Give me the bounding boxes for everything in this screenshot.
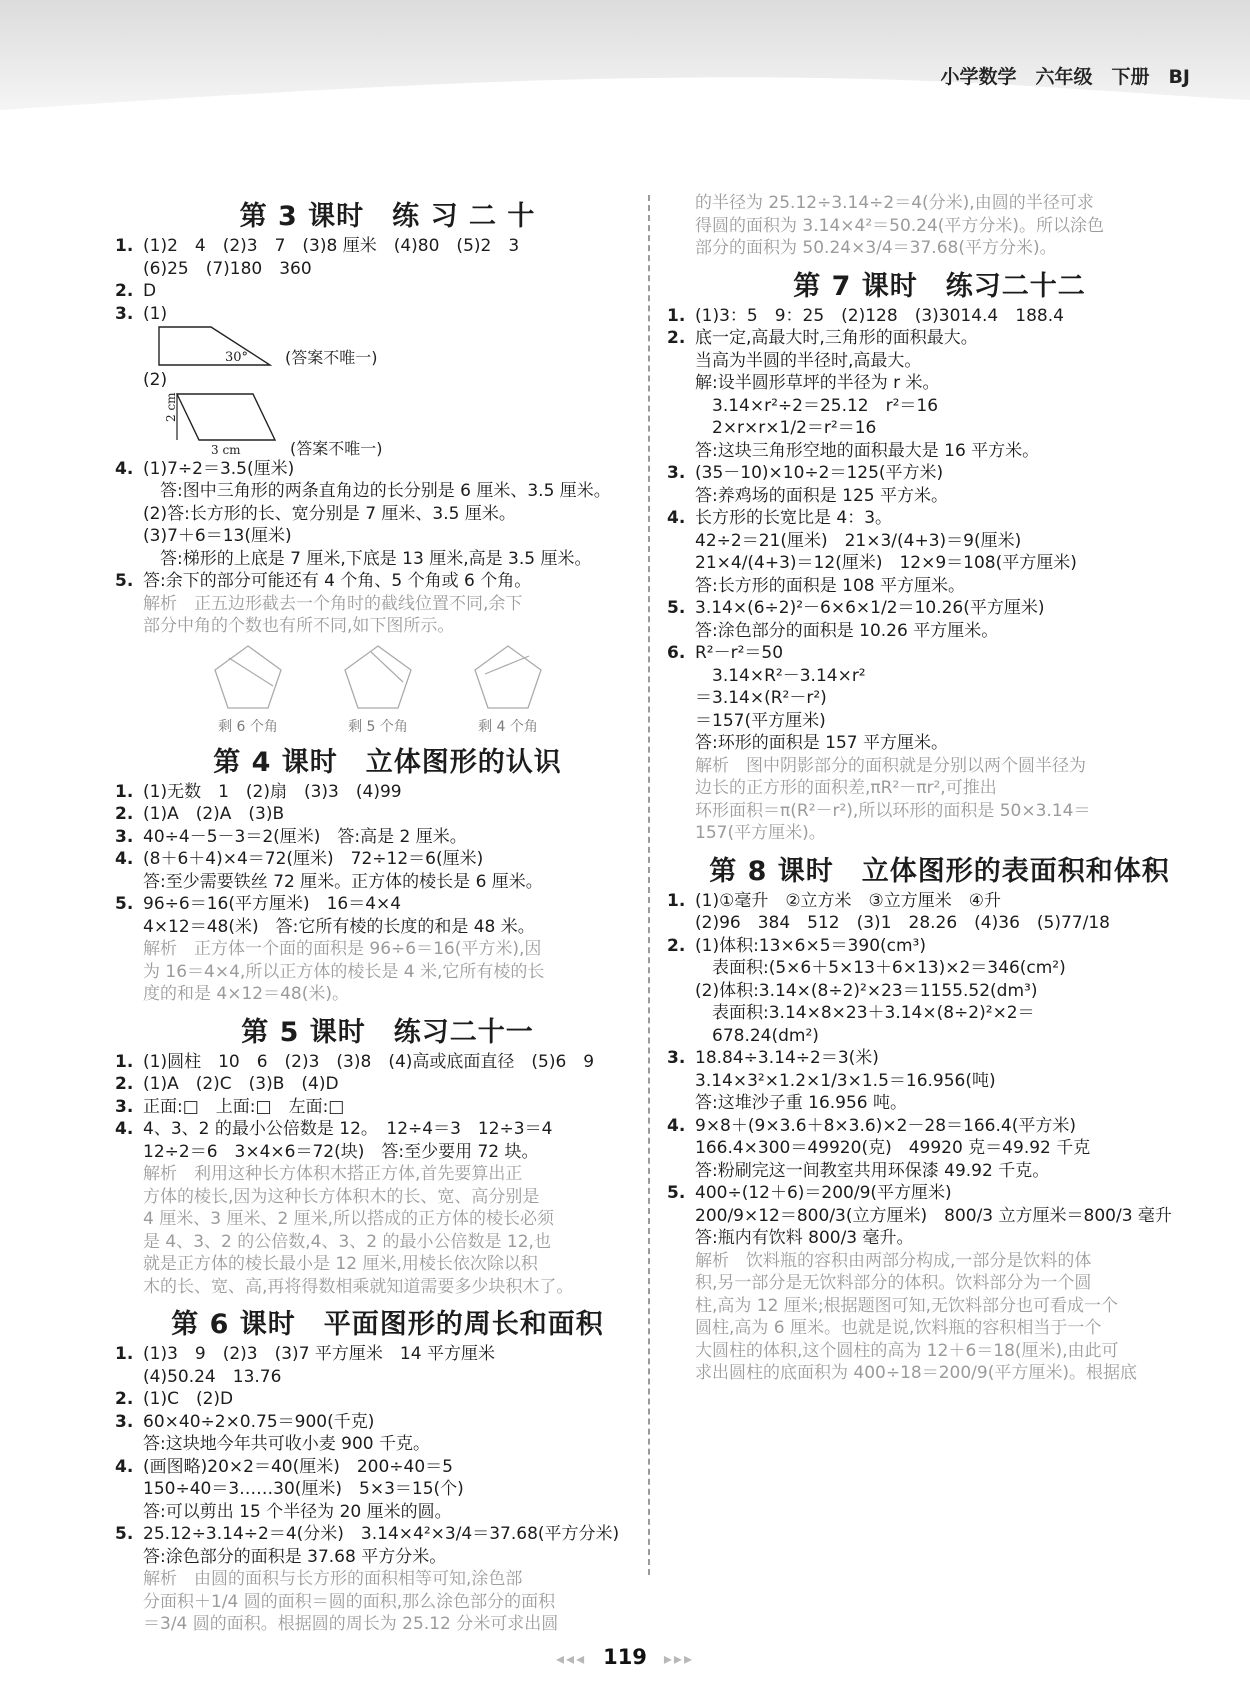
answer-line (115, 1388, 660, 1411)
answer-text: (1) (143, 303, 168, 324)
answer-text: 答:涂色部分的面积是 10.26 平方厘米。 (695, 620, 999, 641)
answer-text: 400÷(12＋6)＝200/9(平方厘米) (695, 1183, 952, 1203)
analysis-line (115, 615, 660, 638)
answer-line (115, 1118, 660, 1141)
analysis-line (115, 593, 660, 616)
answer-text: ＝3.14×(R²－r²) (695, 688, 827, 708)
answer-line (667, 1025, 1212, 1048)
answer-line (667, 1182, 1212, 1205)
answer-text: 9×8＋(9×3.6＋8×3.6)×2－28＝166.4(平方米) (695, 1115, 1076, 1136)
answer-line (115, 893, 660, 916)
analysis-line (115, 1208, 660, 1231)
answer-text: 40÷4－5－3＝2(厘米) 答:高是 2 厘米。 (143, 826, 467, 847)
cut-line (371, 652, 403, 682)
analysis-line (667, 1295, 1212, 1318)
analysis-line (115, 1591, 660, 1614)
question-number: 4. (115, 849, 134, 869)
answer-text: 的半径为 25.12÷3.14÷2＝4(分米),由圆的半径可求 (695, 193, 1094, 213)
answer-text: (1)2 4 (2)3 7 (3)8 厘米 (4)80 (5)2 3 (143, 236, 520, 256)
analysis-line (667, 237, 1212, 260)
answer-text: (4)50.24 13.76 (143, 1366, 282, 1387)
answer-text: 96÷6＝16(平方厘米) 16＝4×4 (143, 894, 402, 914)
answer-line (667, 327, 1212, 350)
answer-text: 积,另一部分是无饮料部分的体积。饮料部分为一个圆 (695, 1273, 1092, 1293)
pentagon-shape (345, 646, 411, 708)
question-number: 5. (667, 598, 686, 618)
answer-text: 圆柱,高为 6 厘米。也就是说,饮料瓶的容积相当于一个 (695, 1318, 1102, 1338)
answer-text: 方体的棱长,因为这种长方体积木的长、宽、高分别是 (143, 1186, 540, 1207)
answer-text: (35－10)×10÷2＝125(平方米) (695, 463, 944, 483)
answer-line (667, 1115, 1212, 1138)
question-number: 1. (115, 781, 134, 802)
answer-text: 答:这堆沙子重 16.956 吨。 (695, 1093, 908, 1113)
answer-line (667, 1070, 1212, 1093)
analysis-line (115, 1613, 660, 1636)
answer-line (667, 305, 1212, 328)
answer-text: 答:这块地今年共可收小麦 900 千克。 (143, 1434, 430, 1454)
question-number: 5. (667, 1183, 686, 1203)
pentagon-drawing (471, 642, 545, 712)
answer-line (667, 957, 1212, 980)
answer-line (667, 1092, 1212, 1115)
answer-text: 157(平方厘米)。 (695, 823, 826, 843)
answer-line (115, 258, 660, 281)
answer-text: 边长的正方形的面积差,πR²－πr²,可推出 (695, 778, 997, 798)
analysis-line (667, 1272, 1212, 1295)
question-number: 1. (115, 1344, 134, 1364)
answer-text: 木的长、宽、高,再将得数相乘就知道需要多少块积木了。 (143, 1276, 574, 1297)
answer-text: 4 厘米、3 厘米、2 厘米,所以搭成的正方体的棱长必须 (143, 1209, 555, 1229)
answer-line (667, 710, 1212, 733)
answer-line (115, 826, 660, 849)
answer-text: 答:可以剪出 15 个半径为 20 厘米的圆。 (143, 1501, 452, 1522)
question-number: 4. (115, 458, 134, 479)
answer-text: 当高为半圆的半径时,高最大。 (695, 350, 922, 371)
answer-line (667, 552, 1212, 575)
answer-text: 2×r×r×1/2＝r²＝16 (695, 418, 877, 438)
answer-line (667, 507, 1212, 530)
question-number: 4. (115, 1119, 134, 1139)
answer-line (667, 417, 1212, 440)
answer-line (667, 687, 1212, 710)
question-number: 4. (667, 1115, 686, 1136)
answer-line (115, 803, 660, 826)
answer-text: 部分中角的个数也有所不同,如下图所示。 (143, 616, 455, 636)
answer-text: 解析 图中阴影部分的面积就是分别以两个圆半径为 (695, 755, 1086, 776)
answer-text: 大圆柱的体积,这个圆柱的高为 12＋6＝18(厘米),由此可 (695, 1340, 1119, 1361)
question-number: 2. (115, 804, 134, 824)
question-number: 2. (115, 1389, 134, 1409)
answer-line (667, 620, 1212, 643)
answer-text: 正面:□ 上面:□ 左面:□ (143, 1096, 345, 1117)
answer-text: 度的和是 4×12＝48(米)。 (143, 984, 349, 1004)
answer-text: (1)7÷2＝3.5(厘米) (143, 458, 295, 479)
pentagon-figures (115, 638, 660, 736)
question-number: 3. (115, 826, 134, 847)
analysis-line (667, 1362, 1212, 1385)
answer-line (667, 462, 1212, 485)
answer-text: 25.12÷3.14÷2＝4(分米) 3.14×4²×3/4＝37.68(平方分米) (143, 1524, 620, 1544)
question-number: 4. (667, 508, 686, 528)
answer-text: 3.14×3²×1.2×1/3×1.5＝16.956(吨) (695, 1070, 996, 1091)
answer-text: (1)A (2)A (3)B (143, 804, 285, 824)
answer-line (667, 1227, 1212, 1250)
answer-line (667, 1160, 1212, 1183)
answer-line (667, 485, 1212, 508)
question-number: 2. (115, 281, 134, 301)
header-band (0, 0, 1250, 120)
parallelogram-drawing (115, 392, 415, 458)
answer-line (115, 548, 660, 571)
trapezoid-drawing (115, 325, 415, 369)
answer-text: 4、3、2 的最小公倍数是 12。 12÷4＝3 12÷3＝4 (143, 1119, 553, 1139)
question-number: 3. (667, 1048, 686, 1068)
question-number: 3. (115, 303, 134, 324)
analysis-line (115, 1568, 660, 1591)
answer-text: 解析 正方体一个面的面积是 96÷6＝16(平方米),因 (143, 939, 542, 959)
answer-text: 为 16＝4×4,所以正方体的棱长是 4 米,它所有棱的长 (143, 961, 545, 982)
question-number: 5. (115, 894, 134, 914)
pentagon-label: 剩 5 个角 (348, 718, 408, 735)
question-number: 5. (115, 571, 134, 591)
answer-line (667, 1137, 1212, 1160)
answer-line (115, 1343, 660, 1366)
section-heading: 第 6 课时 平面图形的周长和面积 (171, 1309, 604, 1340)
answer-line (115, 303, 660, 326)
next-arrows-icon: ▸▸▸ (663, 1649, 694, 1668)
answer-text: (1)圆柱 10 6 (2)3 (3)8 (4)高或底面直径 (5)6 9 (143, 1051, 595, 1072)
analysis-line (667, 800, 1212, 823)
parallelogram-shape (177, 394, 275, 440)
pentagon-label: 剩 6 个角 (218, 718, 278, 735)
answer-text: 答:瓶内有饮料 800/3 毫升。 (695, 1228, 914, 1248)
analysis-line (667, 1317, 1212, 1340)
answer-line (115, 1433, 660, 1456)
question-number: 4. (115, 1456, 134, 1477)
answer-text: (1)3：5 9：25 (2)128 (3)3014.4 188.4 (695, 305, 1064, 326)
analysis-line (115, 1231, 660, 1254)
answer-text: (8＋6＋4)×4＝72(厘米) 72÷12＝6(厘米) (143, 849, 484, 869)
answer-text: 解:设半圆形草坪的半径为 r 米。 (695, 373, 940, 393)
answer-line (115, 781, 660, 804)
analysis-line (667, 755, 1212, 778)
answer-line (667, 530, 1212, 553)
answer-line (115, 916, 660, 939)
analysis-line (667, 1250, 1212, 1273)
answer-line (667, 732, 1212, 755)
answer-text: ＝157(平方厘米) (695, 710, 826, 731)
width-label: 3 cm (211, 442, 241, 457)
answer-text: ＝3/4 圆的面积。根据圆的周长为 25.12 分米可求出圆 (143, 1614, 559, 1634)
answer-text: (1)无数 1 (2)扇 (3)3 (4)99 (143, 781, 402, 802)
trapezoid-figure (115, 325, 660, 369)
answer-text: 答:余下的部分可能还有 4 个角、5 个角或 6 个角。 (143, 571, 532, 591)
answer-text: 长方形的长宽比是 4：3。 (695, 508, 893, 528)
answer-text: (2)96 384 512 (3)1 28.26 (4)36 (5)77/18 (695, 913, 1110, 933)
answer-text: 环形面积＝π(R²－r²),所以环形的面积是 50×3.14＝ (695, 800, 1091, 821)
analysis-line (115, 983, 660, 1006)
right-column (667, 192, 1212, 1385)
answer-line (115, 1141, 660, 1164)
answer-line (115, 235, 660, 258)
answer-text: 表面积:3.14×8×23＋3.14×(8÷2)²×2＝ (695, 1003, 1035, 1023)
answer-text: 200/9×12＝800/3(立方厘米) 800/3 立方厘米＝800/3 毫升 (695, 1205, 1172, 1226)
answer-line (667, 1205, 1212, 1228)
question-number: 6. (667, 643, 686, 663)
answer-line (115, 1051, 660, 1074)
pentagon-item (341, 642, 415, 736)
book-title: 小学数学 六年级 下册 BJ (940, 66, 1190, 88)
answer-line (115, 525, 660, 548)
page-footer (0, 1645, 1250, 1669)
pentagon-label: 剩 4 个角 (478, 718, 538, 735)
figure-note: (答案不唯一) (285, 348, 378, 367)
answer-text: 就是正方体的棱长最小是 12 厘米,用棱长依次除以积 (143, 1254, 538, 1274)
answer-text: (1)①毫升 ②立方米 ③立方厘米 ④升 (695, 890, 1002, 911)
answer-line (115, 1456, 660, 1479)
answer-text: 答:涂色部分的面积是 37.68 平方分米。 (143, 1546, 447, 1567)
question-number: 3. (667, 463, 686, 483)
answer-text: (1)C (2)D (143, 1389, 234, 1409)
question-number: 2. (667, 328, 686, 348)
answer-text: D (143, 281, 157, 301)
pentagon-drawing (341, 642, 415, 712)
answer-text: 表面积:(5×6＋5×13＋6×13)×2＝346(cm²) (695, 958, 1066, 978)
answer-line (667, 1002, 1212, 1025)
answer-text: (2)体积:3.14×(8÷2)²×23＝1155.52(dm³) (695, 980, 1038, 1001)
answer-line (667, 665, 1212, 688)
question-number: 3. (115, 1096, 134, 1117)
answer-text: 答:至少需要铁丝 72 厘米。正方体的棱长是 6 厘米。 (143, 871, 543, 892)
answer-text: (2)答:长方形的长、宽分别是 7 厘米、3.5 厘米。 (143, 503, 516, 524)
answer-line (115, 848, 660, 871)
answer-text: (画图略)20×2＝40(厘米) 200÷40＝5 (143, 1456, 453, 1477)
height-label: 2 cm (164, 391, 178, 422)
answer-line (115, 458, 660, 481)
answer-line (667, 575, 1212, 598)
answer-line (115, 280, 660, 303)
answer-line (115, 480, 660, 503)
angle-label: 30° (225, 350, 249, 365)
pentagon-shape (475, 646, 541, 708)
analysis-line (667, 777, 1212, 800)
cut-line (229, 658, 273, 686)
answer-line (667, 395, 1212, 418)
analysis-line (667, 192, 1212, 215)
answer-line (667, 440, 1212, 463)
answer-text: 答:环形的面积是 157 平方厘米。 (695, 733, 948, 753)
left-column (115, 190, 660, 1636)
pentagon-item (471, 642, 545, 736)
answer-line (115, 1546, 660, 1569)
figure-note: (答案不唯一) (290, 438, 383, 458)
answer-line (667, 1047, 1212, 1070)
answer-text: 21×4/(4+3)＝12(厘米) 12×9＝108(平方厘米) (695, 553, 1077, 573)
answer-line (115, 570, 660, 593)
analysis-line (115, 1163, 660, 1186)
answer-text: 答:这块三角形空地的面积最大是 16 平方米。 (695, 440, 1040, 461)
answer-line (667, 597, 1212, 620)
answer-text: 解析 饮料瓶的容积由两部分构成,一部分是饮料的体 (695, 1250, 1092, 1271)
section-heading: 第 5 课时 练习二十一 (241, 1016, 534, 1048)
answer-text: 166.4×300＝49920(克) 49920 克＝49.92 千克 (695, 1138, 1091, 1158)
answer-text: 答:长方形的面积是 108 平方厘米。 (695, 575, 965, 596)
answer-line (667, 980, 1212, 1003)
answer-text: 3.14×r²÷2＝25.12 r²＝16 (695, 395, 939, 416)
answer-line (115, 1096, 660, 1119)
answer-text: 3.14×R²－3.14×r² (695, 665, 866, 686)
question-number: 1. (115, 1051, 134, 1072)
answer-line (115, 503, 660, 526)
answer-text: (2) (143, 370, 168, 390)
answer-text: 得圆的面积为 3.14×4²＝50.24(平方分米)。所以涂色 (695, 215, 1105, 236)
analysis-line (115, 961, 660, 984)
answer-text: 是 4、3、2 的公倍数,4、3、2 的最小公倍数是 12,也 (143, 1231, 551, 1252)
analysis-line (115, 938, 660, 961)
answer-text: 答:粉刷完这一间教室共用环保漆 49.92 千克。 (695, 1160, 1050, 1181)
answer-text: 底一定,高最大时,三角形的面积最大。 (695, 328, 978, 348)
answer-text: 678.24(dm²) (695, 1025, 819, 1046)
answer-line (115, 1501, 660, 1524)
question-number: 1. (115, 236, 134, 256)
answer-text: 解析 由圆的面积与长方形的面积相等可知,涂色部 (143, 1569, 523, 1589)
question-number: 2. (667, 935, 686, 956)
parallelogram-figure (115, 392, 660, 458)
answer-text: 分面积＋1/4 圆的面积＝圆的面积,那么涂色部分的面积 (143, 1591, 556, 1612)
analysis-line (115, 1276, 660, 1299)
question-number: 5. (115, 1524, 134, 1544)
answer-line (115, 1523, 660, 1546)
answer-text: 3.14×(6÷2)²－6×6×1/2＝10.26(平方厘米) (695, 598, 1045, 618)
answer-text: 部分的面积为 50.24×3/4＝37.68(平方分米)。 (695, 238, 1057, 258)
answer-line (667, 350, 1212, 373)
trapezoid-shape (159, 327, 270, 365)
section-heading: 第 3 课时 练 习 二 十 (239, 201, 536, 232)
question-number: 1. (667, 305, 686, 326)
answer-line (115, 1411, 660, 1434)
answer-line (115, 871, 660, 894)
answer-text: (1)体积:13×6×5＝390(cm³) (695, 935, 926, 956)
answer-text: (1)A (2)C (3)B (4)D (143, 1074, 339, 1094)
section-heading: 第 4 课时 立体图形的认识 (213, 746, 562, 778)
answer-text: 42÷2＝21(厘米) 21×3/(4+3)＝9(厘米) (695, 530, 1022, 551)
answer-line (115, 369, 660, 392)
section-heading: 第 8 课时 立体图形的表面积和体积 (709, 855, 1170, 887)
page-number: 119 (603, 1645, 647, 1669)
pentagon-drawing (211, 642, 285, 712)
analysis-line (115, 1186, 660, 1209)
answer-line (115, 1366, 660, 1389)
answer-line (115, 1073, 660, 1096)
answer-text: 求出圆柱的底面积为 400÷18＝200/9(平方厘米)。根据底 (695, 1363, 1137, 1383)
answer-text: 150÷40＝3……30(厘米) 5×3＝15(个) (143, 1479, 464, 1499)
answer-line (115, 1478, 660, 1501)
answer-line (667, 935, 1212, 958)
answer-text: 60×40÷2×0.75＝900(千克) (143, 1411, 375, 1432)
answer-line (667, 912, 1212, 935)
prev-arrows-icon: ◂◂◂ (556, 1649, 587, 1668)
question-number: 2. (115, 1074, 134, 1094)
answer-text: 4×12＝48(米) 答:它所有棱的长度的和是 48 米。 (143, 916, 535, 937)
pentagon-item (211, 642, 285, 736)
question-number: 3. (115, 1411, 134, 1432)
question-number: 1. (667, 890, 686, 911)
answer-line (667, 642, 1212, 665)
answer-text: 12÷2＝6 3×4×6＝72(块) 答:至少要用 72 块。 (143, 1141, 539, 1162)
section-heading: 第 7 课时 练习二十二 (793, 270, 1086, 302)
answer-text: 答:梯形的上底是 7 厘米,下底是 13 厘米,高是 3.5 厘米。 (143, 548, 592, 569)
pentagon-shape (215, 646, 281, 708)
answer-text: 解析 利用这种长方体积木搭正方体,首先要算出正 (143, 1164, 523, 1184)
answer-text: 解析 正五边形截去一个角时的截线位置不同,余下 (143, 593, 523, 614)
analysis-line (115, 1253, 660, 1276)
answer-text: (3)7＋6＝13(厘米) (143, 526, 292, 546)
analysis-line (667, 822, 1212, 845)
answer-text: 答:养鸡场的面积是 125 平方米。 (695, 485, 948, 506)
answer-text: R²－r²＝50 (695, 643, 784, 663)
answer-text: (1)3 9 (2)3 (3)7 平方厘米 14 平方厘米 (143, 1344, 495, 1364)
analysis-line (667, 215, 1212, 238)
answer-text: 18.84÷3.14÷2＝3(米) (695, 1048, 879, 1068)
answer-line (667, 890, 1212, 913)
answer-text: 柱,高为 12 厘米;根据题图可知,无饮料部分也可看成一个 (695, 1295, 1118, 1316)
answer-text: (6)25 (7)180 360 (143, 258, 312, 279)
analysis-line (667, 1340, 1212, 1363)
answer-line (667, 372, 1212, 395)
answer-text: 答:图中三角形的两条直角边的长分别是 6 厘米、3.5 厘米。 (143, 481, 611, 501)
